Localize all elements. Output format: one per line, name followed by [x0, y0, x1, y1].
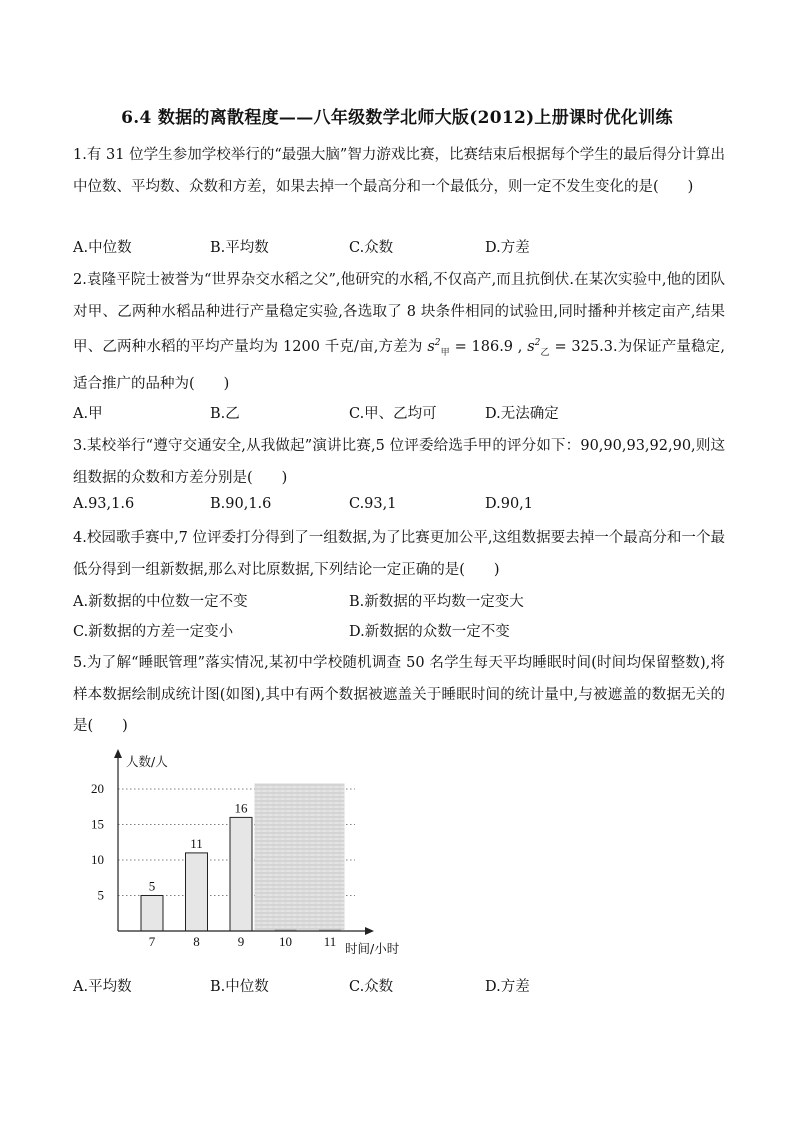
- variance-jia-value: = 186.9 ,: [449, 338, 528, 355]
- variance-yi: $s^2_乙$: [527, 338, 550, 358]
- question-4-options-row-2: [73, 620, 725, 644]
- page-title: 6.4 数据的离散程度——八年级数学北师大版(2012)上册课时优化训练: [121, 108, 673, 128]
- question-5: 5.为了解“睡眠管理”落实情况,某初中学校随机调查 50 名学生每天平均睡眠时间(时间均保留整数),将样本数据绘制成统计图(如图),其中有两个数据被遮盖关于睡眠时间的统计量中,与被遮盖的数据无关的是( ): [73, 655, 725, 734]
- data-label: 5: [148, 878, 156, 894]
- data-label: 16: [234, 800, 248, 816]
- question-4-options-row-1: [73, 590, 725, 614]
- covered-data-region: [255, 783, 345, 930]
- q4-option-d[interactable]: D.新数据的众数一定不变: [349, 624, 510, 640]
- y-tick-label: 10: [91, 852, 104, 867]
- q1-option-b[interactable]: B.平均数: [210, 240, 269, 256]
- q2-option-b[interactable]: B.乙: [210, 406, 240, 422]
- bar: [186, 853, 208, 931]
- q3-option-b[interactable]: B.90,1.6: [210, 496, 272, 512]
- q2-option-d[interactable]: D.无法确定: [485, 406, 559, 422]
- x-axis-label: 时间/小时: [345, 941, 400, 956]
- question-2-options: [73, 402, 725, 426]
- q3-option-c[interactable]: C.93,1: [349, 496, 397, 512]
- q2-option-a[interactable]: A.甲: [73, 406, 103, 422]
- q1-option-d[interactable]: D.方差: [485, 240, 530, 256]
- q2-option-c[interactable]: C.甲、乙均可: [349, 406, 437, 422]
- variance-jia: $s^2_甲$: [427, 338, 450, 358]
- y-tick-label: 15: [91, 816, 104, 832]
- question-2: [73, 265, 725, 401]
- q5-option-a[interactable]: A.平均数: [73, 979, 132, 995]
- bar: [141, 896, 163, 932]
- question-5-options: [73, 975, 725, 999]
- q1-option-a[interactable]: A.中位数: [73, 240, 132, 256]
- q5-option-b[interactable]: B.中位数: [210, 979, 269, 995]
- question-1: 1.有 31 位学生参加学校举行的“最强大脑”智力游戏比赛，比赛结束后根据每个学生的最后得分计算出中位数、平均数、众数和方差，如果去掉一个最高分和一个最低分，则一定不发生变化的是( ): [73, 147, 725, 195]
- data-label: 11: [190, 835, 203, 851]
- q4-option-b[interactable]: B.新数据的平均数一定变大: [349, 594, 524, 610]
- q5-option-c[interactable]: C.众数: [349, 979, 394, 995]
- q1-option-c[interactable]: C.众数: [349, 240, 394, 256]
- q2-text-a: 2.袁隆平院士被誉为“世界杂交水稻之父”,他研究的水稻,不仅高产,而且抗倒伏.在某次实验中,他的团队对甲、乙两种水稻品种进行产量稳定实验,各选取了 8 块条件相同的试验田,同时播种并核定亩产,结果甲、乙两种水稻的平均产量均为 1200 千克/亩,方差为: [73, 272, 725, 355]
- question-4: 4.校园歌手赛中,7 位评委打分得到了一组数据,为了比赛更加公平,这组数据要去掉一个最高分和一个最低分得到一组新数据,那么对比原数据,下列结论一定正确的是( ): [73, 530, 725, 578]
- bar-chart-svg: [80, 748, 430, 966]
- x-axis-arrow: [365, 927, 374, 935]
- question-3: 3.某校举行“遵守交通安全,从我做起”演讲比赛,5 位评委给选手甲的评分如下：90,90,93,92,90,则这组数据的众数和方差分别是( ): [73, 438, 725, 486]
- x-tick-label: 7: [148, 934, 156, 949]
- y-tick-label: 20: [91, 781, 104, 796]
- x-tick-label: 11: [323, 934, 337, 949]
- x-tick-label: 8: [193, 934, 200, 949]
- q3-option-d[interactable]: D.90,1: [485, 496, 534, 512]
- y-axis-label: 人数/人: [126, 754, 168, 769]
- x-tick-label: 9: [237, 934, 245, 949]
- y-tick-label: 5: [97, 887, 104, 903]
- x-tick-label: 10: [279, 934, 292, 949]
- sleep-time-chart: [80, 748, 430, 966]
- variance-yi-value: = 325.3: [549, 338, 613, 355]
- q2-text-b: .为保证产量稳定,适合推广的品种为( ): [73, 338, 725, 393]
- q5-option-d[interactable]: D.方差: [485, 979, 530, 995]
- question-3-options: [73, 496, 725, 520]
- q3-option-a[interactable]: A.93,1.6: [73, 496, 135, 512]
- q4-option-a[interactable]: A.新数据的中位数一定不变: [73, 594, 248, 610]
- bar: [230, 817, 252, 931]
- question-1-options: [73, 236, 725, 260]
- y-axis-arrow: [114, 749, 122, 758]
- q4-option-c[interactable]: C.新数据的方差一定变小: [73, 624, 234, 640]
